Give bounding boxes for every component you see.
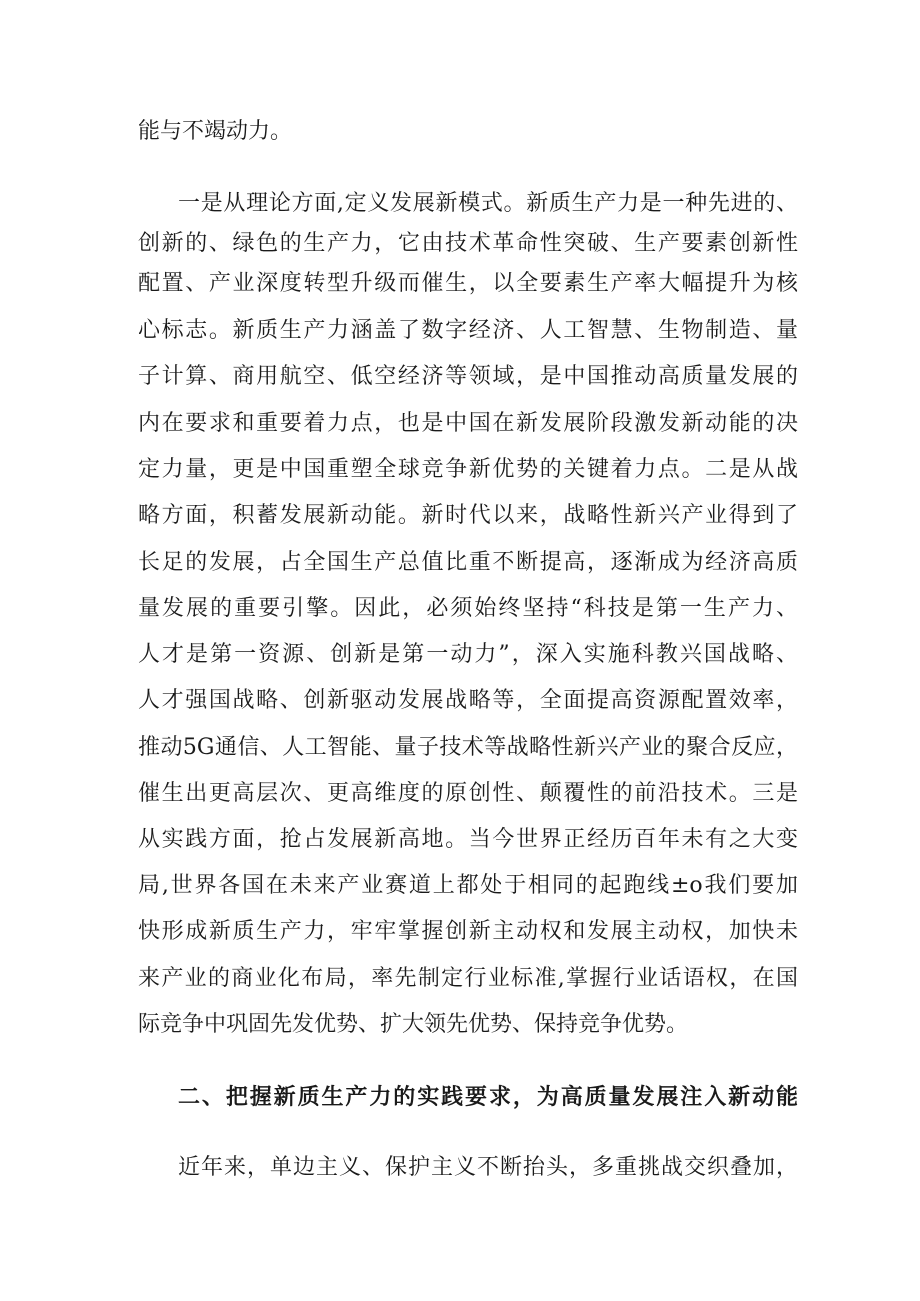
- paragraph-line: 来产业的商业化布局，率先制定行业标准,掌握行业话语权，在国: [138, 966, 798, 991]
- paragraph-line: 近年来，单边主义、保护主义不断抬头，多重挑战交织叠加，: [178, 1155, 798, 1180]
- paragraph-line: 创新的、绿色的生产力，它由技术革命性突破、生产要素创新性: [138, 231, 798, 256]
- paragraph-line: 一是从理论方面,定义发展新模式。新质生产力是一种先进的、: [178, 191, 798, 216]
- paragraph-line: 人才是第一资源、创新是第一动力”，深入实施科教兴国战略、: [138, 642, 798, 667]
- paragraph-line: 能与不竭动力。: [138, 119, 293, 144]
- paragraph-line: 内在要求和重要着力点，也是中国在新发展阶段激发新动能的决: [138, 411, 798, 436]
- paragraph-line: 子计算、商用航空、低空经济等领域，是中国推动高质量发展的: [138, 364, 798, 389]
- paragraph-line: 催生出更高层次、更高维度的原创性、颠覆性的前沿技术。三是: [138, 781, 798, 806]
- section-heading: 二、把握新质生产力的实践要求，为高质量发展注入新动能: [178, 1084, 798, 1110]
- paragraph-line: 际竞争中巩固先发优势、扩大领先优势、保持竞争优势。: [138, 1012, 689, 1037]
- paragraph-line: 推动5G通信、人工智能、量子技术等战略性新兴产业的聚合反应，: [138, 735, 798, 760]
- paragraph-line: 量发展的重要引擎。因此，必须始终坚持“科技是第一生产力、: [138, 596, 798, 621]
- paragraph-line: 定力量，更是中国重塑全球竞争新优势的关键着力点。二是从战: [138, 457, 798, 482]
- paragraph-line: 从实践方面，抢占发展新高地。当今世界正经历百年未有之大变: [138, 827, 798, 852]
- paragraph-line: 快形成新质生产力，牢牢掌握创新主动权和发展主动权，加快未: [138, 919, 798, 944]
- paragraph-line: 配置、产业深度转型升级而催生，以全要素生产率大幅提升为核: [138, 271, 798, 296]
- paragraph-line: 局,世界各国在未来产业赛道上都处于相同的起跑线±o我们要加: [138, 873, 798, 898]
- paragraph-line: 心标志。新质生产力涵盖了数字经济、人工智慧、生物制造、量: [138, 318, 798, 343]
- paragraph-line: 长足的发展，占全国生产总值比重不断提高，逐渐成为经济高质: [138, 550, 798, 575]
- paragraph-line: 略方面，积蓄发展新动能。新时代以来，战略性新兴产业得到了: [138, 503, 798, 528]
- paragraph-line: 人才强国战略、创新驱动发展战略等，全面提高资源配置效率，: [138, 688, 798, 713]
